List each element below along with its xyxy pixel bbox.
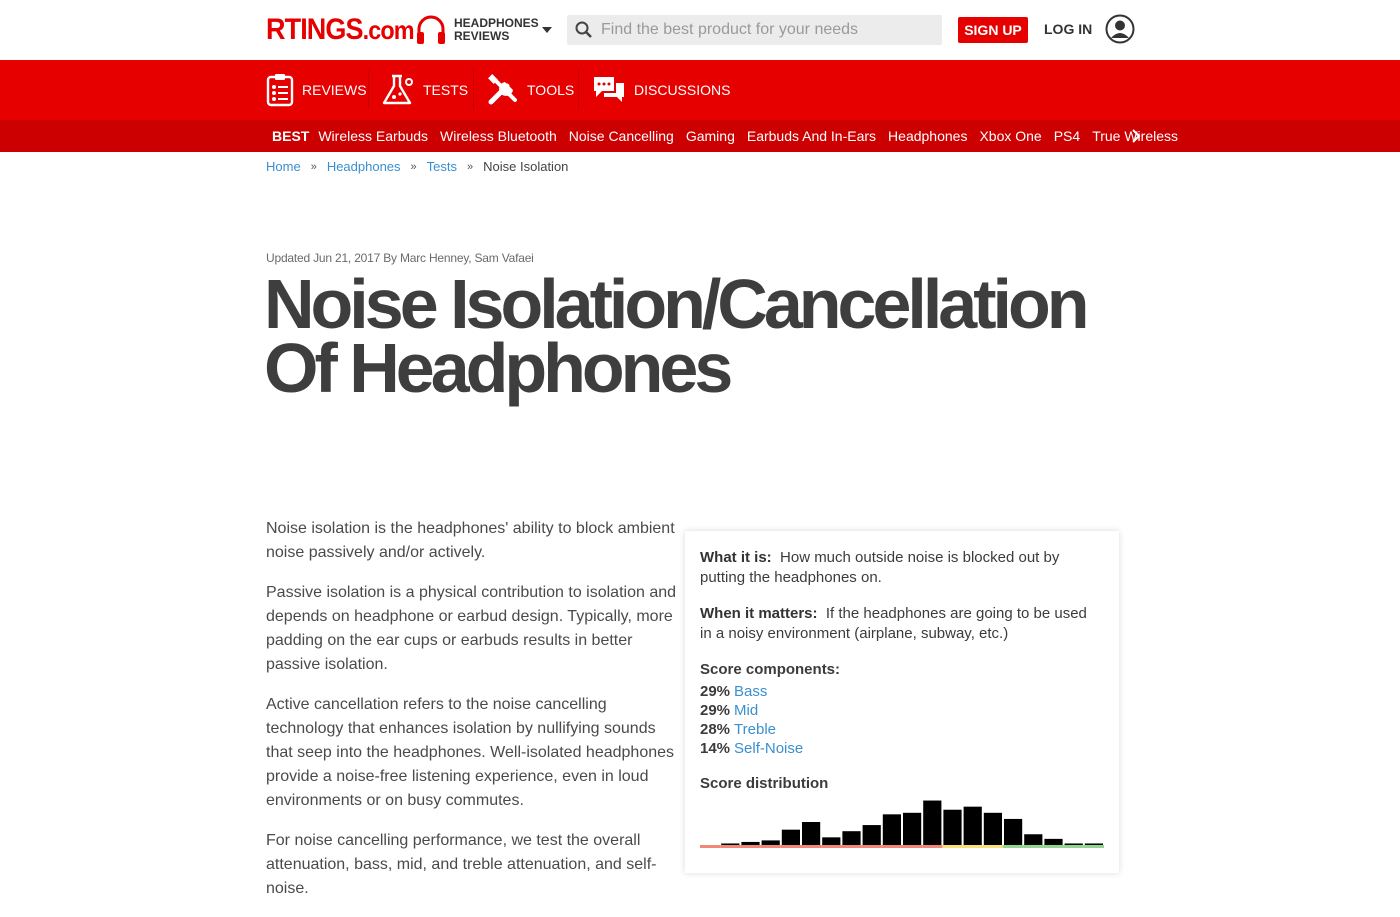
score-component — [700, 701, 1100, 720]
main-nav — [0, 60, 1400, 120]
distribution-bar — [802, 822, 820, 845]
best-links-strip — [272, 120, 1179, 152]
score-zone-segment — [1003, 845, 1023, 848]
component-percent: 29% — [700, 702, 731, 719]
search-icon[interactable] — [575, 21, 593, 39]
distribution-bar — [984, 813, 1002, 845]
nav-divider — [473, 70, 474, 110]
distribution-bar — [782, 830, 800, 845]
category-label: HEADPHONES REVIEWS — [454, 16, 539, 43]
breadcrumb — [266, 159, 568, 174]
nav-tools[interactable] — [487, 60, 574, 120]
score-zone-segment — [1084, 845, 1104, 848]
logo-text: RTINGS — [266, 13, 363, 46]
distribution-bar — [863, 825, 881, 845]
component-link-self-noise[interactable]: Self-Noise — [734, 740, 804, 757]
distribution-bar — [1065, 843, 1083, 845]
headphones-icon — [416, 14, 446, 46]
distribution-bar — [1085, 843, 1103, 845]
clipboard-icon — [266, 73, 294, 107]
breadcrumb-tests[interactable]: Tests — [426, 159, 458, 174]
double-chevron-icon: » — [467, 160, 474, 173]
what-it-is-label: What it is: — [700, 549, 772, 566]
nav-reviews-label: REVIEWS — [302, 82, 367, 98]
user-avatar-icon[interactable] — [1105, 14, 1135, 44]
score-distribution-chart — [700, 793, 1104, 849]
distribution-bar — [762, 840, 780, 845]
nav-divider — [578, 70, 579, 110]
body-paragraph: For noise cancelling performance, we test the overall attenuation, bass, mid, and treble attenuation, and self-noise. — [266, 832, 657, 897]
nav-divider — [368, 70, 369, 110]
best-link[interactable]: Gaming — [685, 128, 735, 144]
score-zone-segment — [740, 845, 760, 848]
best-link[interactable]: Xbox One — [979, 128, 1042, 144]
best-link[interactable]: Earbuds And In-Ears — [746, 128, 877, 144]
chat-bubbles-icon — [592, 75, 626, 105]
distribution-bar — [1004, 819, 1022, 845]
score-zone-segment — [841, 845, 861, 848]
component-percent: 14% — [700, 740, 731, 757]
double-chevron-icon: » — [310, 160, 317, 173]
score-zone-segment — [963, 845, 983, 848]
nav-tools-label: TOOLS — [527, 82, 575, 98]
score-zone-segment — [922, 845, 942, 848]
score-zone-segment — [983, 845, 1003, 848]
distribution-bar — [903, 813, 921, 845]
score-zone-segment — [720, 845, 740, 848]
score-zone-segment — [1023, 845, 1043, 848]
score-zone-segment — [902, 845, 922, 848]
nav-discussions[interactable] — [592, 60, 730, 120]
body-paragraph: Noise isolation is the headphones' ability to block ambient noise passively and/or actively. — [266, 520, 675, 561]
score-zone-segment — [1064, 845, 1084, 848]
page-title: Noise Isolation/Cancellation Of Headphones — [264, 265, 1086, 407]
chevron-down-icon — [542, 27, 552, 33]
score-zone-segment — [821, 845, 841, 848]
component-percent: 29% — [700, 683, 731, 700]
flask-icon — [381, 74, 415, 106]
score-components-title: Score components: — [700, 661, 841, 678]
distribution-bar — [1024, 834, 1042, 845]
score-component — [700, 682, 1100, 701]
score-zone-segment — [761, 845, 781, 848]
body-paragraph: Passive isolation is a physical contribution to isolation and depends on headphone or earbud design. Typically, more padding on the ear cups or earbuds results in better passive isolation. — [266, 584, 677, 673]
score-zone-segment — [781, 845, 801, 848]
best-link[interactable]: Wireless Earbuds — [318, 128, 429, 144]
distribution-bar — [883, 814, 901, 845]
search-bar — [567, 15, 942, 45]
top-bar — [0, 0, 1400, 60]
score-component — [700, 739, 1100, 758]
breadcrumb-home[interactable]: Home — [266, 159, 301, 174]
score-component — [700, 720, 1100, 739]
best-link[interactable]: Wireless Bluetooth — [440, 128, 557, 144]
double-chevron-icon: » — [410, 160, 417, 173]
what-it-is-block — [700, 548, 1100, 588]
nav-tests[interactable] — [381, 60, 468, 120]
nav-discussions-label: DISCUSSIONS — [634, 82, 731, 98]
breadcrumb-current: Noise Isolation — [483, 159, 569, 174]
score-zone-segment — [1043, 845, 1063, 848]
best-link[interactable]: Headphones — [888, 128, 968, 144]
signup-button[interactable]: SIGN UP — [958, 17, 1028, 43]
category-switcher[interactable] — [416, 14, 552, 46]
score-zone-segment — [942, 845, 962, 848]
best-link[interactable]: PS4 — [1053, 128, 1081, 144]
distribution-bar — [741, 842, 759, 845]
logo-suffix: .com — [362, 14, 414, 45]
what-it-is-text: How much outside noise is blocked out by putting the headphones on. — [700, 549, 1060, 586]
when-it-matters-text: If the headphones are going to be used in a noisy environment (airplane, subway, etc.) — [700, 605, 1087, 642]
distribution-bar — [842, 831, 860, 845]
article-body — [266, 517, 676, 917]
score-zone-segment — [862, 845, 882, 848]
best-link[interactable]: True Wireless — [1092, 128, 1179, 144]
distribution-bar — [721, 843, 739, 845]
component-percent: 28% — [700, 721, 731, 738]
nav-tests-label: TESTS — [423, 82, 469, 98]
login-link[interactable]: LOG IN — [1044, 21, 1093, 37]
article-meta: Updated Jun 21, 2017 By Marc Henney, Sam Vafaei — [266, 251, 534, 265]
chevron-right-icon[interactable] — [1130, 128, 1142, 144]
score-zone-segment — [801, 845, 821, 848]
component-link-treble[interactable]: Treble — [734, 721, 776, 738]
distribution-bar — [822, 837, 840, 845]
rtings-logo[interactable] — [266, 12, 414, 48]
component-link-mid[interactable]: Mid — [734, 702, 759, 719]
score-zone-segment — [700, 845, 720, 848]
best-label: BEST — [272, 128, 310, 144]
test-info-card — [685, 531, 1119, 873]
distribution-bar — [943, 810, 961, 845]
distribution-bar — [964, 807, 982, 845]
component-link-bass[interactable]: Bass — [734, 683, 768, 700]
when-it-matters-block — [700, 604, 1100, 644]
best-bar — [0, 120, 1400, 152]
score-distribution-title: Score distribution — [700, 775, 829, 792]
tools-icon — [487, 74, 519, 106]
best-link[interactable]: Noise Cancelling — [568, 128, 674, 144]
nav-reviews[interactable] — [266, 60, 367, 120]
score-zone-segment — [882, 845, 902, 848]
distribution-bar — [1044, 839, 1062, 845]
distribution-bar — [923, 801, 941, 845]
body-paragraph: Active cancellation refers to the noise cancelling technology that enhances isolation by nullifying sounds that seep into the headphones. Well-isolated headphones provide a noise-free listening experience, even in loud environments or on busy commutes. — [266, 696, 675, 809]
when-it-matters-label: When it matters: — [700, 605, 818, 622]
breadcrumb-headphones[interactable]: Headphones — [326, 159, 401, 174]
search-input[interactable] — [599, 20, 933, 40]
